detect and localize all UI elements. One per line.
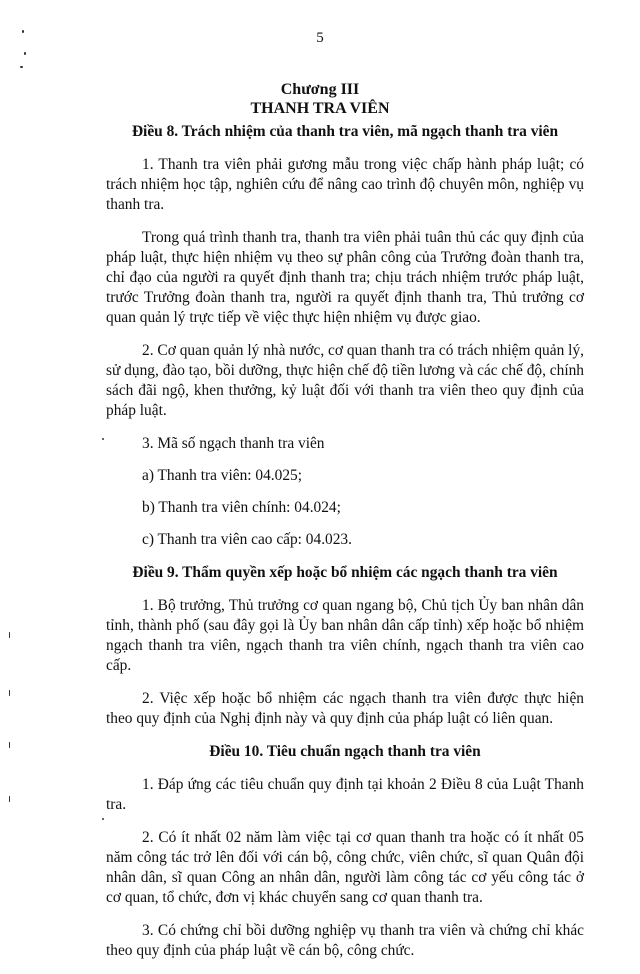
article-heading: Điều 9. Thẩm quyền xếp hoặc bổ nhiệm các ngạch thanh tra viên — [132, 564, 558, 581]
paragraph: 1. Thanh tra viên phải gương mẫu trong việc chấp hành pháp luật; có trách nhiệm học tập, nghiên cứu để nâng cao trình độ chuyên môn, nghiệp vụ thanh tra. — [106, 156, 584, 213]
chapter-header — [0, 80, 640, 118]
scan-speck — [9, 796, 10, 802]
list-item: b) Thanh tra viên chính: 04.024; — [142, 499, 341, 516]
paragraph: 2. Có ít nhất 02 năm làm việc tại cơ quan thanh tra hoặc có ít nhất 05 năm công tác trở lên đối với cán bộ, công chức, viên chức, sĩ quan Quân đội nhân dân, sĩ quan Công an nhân dân, người làm công tác cơ yếu công tác ở cơ quan, tổ chức, đơn vị khác chuyển sang cơ quan thanh tra. — [106, 829, 584, 906]
paragraph: 3. Có chứng chỉ bồi dưỡng nghiệp vụ thanh tra viên và chứng chỉ khác theo quy định của pháp luật về cán bộ, công chức. — [106, 922, 584, 959]
paragraph: 2. Cơ quan quản lý nhà nước, cơ quan thanh tra có trách nhiệm quản lý, sử dụng, đào tạo, bồi dưỡng, thực hiện chế độ tiền lương và các chế độ, chính sách đãi ngộ, khen thưởng, kỷ luật đối với thanh tra viên theo quy định của pháp luật. — [106, 342, 584, 419]
paragraph: 2. Việc xếp hoặc bổ nhiệm các ngạch thanh tra viên được thực hiện theo quy định của Nghị định này và quy định của pháp luật có liên quan. — [106, 690, 584, 727]
chapter-label: Chương III — [280, 81, 360, 98]
paragraph: Trong quá trình thanh tra, thanh tra viên phải tuân thủ các quy định của pháp luật, thực hiện nhiệm vụ theo sự phân công của Trưởng đoàn thanh tra, chỉ đạo của người ra quyết định thanh tra; chịu trách nhiệm trước pháp luật, trước Trưởng đoàn thanh tra, người ra quyết định thanh tra, Thủ trưởng cơ quan quản lý trực tiếp về việc thực hiện nhiệm vụ được giao. — [106, 229, 584, 326]
scan-speck — [20, 66, 23, 68]
scan-speck — [102, 438, 104, 440]
scan-speck — [102, 818, 104, 820]
scan-speck — [24, 52, 26, 55]
page-number: 5 — [316, 30, 324, 46]
scan-speck — [22, 30, 24, 33]
scan-speck — [9, 632, 10, 638]
paragraph: 3. Mã số ngạch thanh tra viên — [142, 435, 325, 452]
paragraph: 1. Đáp ứng các tiêu chuẩn quy định tại khoản 2 Điều 8 của Luật Thanh tra. — [106, 776, 584, 813]
document-body — [106, 122, 584, 974]
article-heading: Điều 8. Trách nhiệm của thanh tra viên, mã ngạch thanh tra viên — [131, 123, 559, 140]
article-heading: Điều 10. Tiêu chuẩn ngạch thanh tra viên — [209, 743, 481, 760]
paragraph: 1. Bộ trưởng, Thủ trưởng cơ quan ngang bộ, Chủ tịch Ủy ban nhân dân tỉnh, thành phố (sau đây gọi là Ủy ban nhân dân cấp tỉnh) xếp hoặc bổ nhiệm ngạch thanh tra viên, ngạch thanh tra viên chính, ngạch thanh tra viên cao cấp. — [106, 597, 584, 674]
list-item: c) Thanh tra viên cao cấp: 04.023. — [142, 531, 352, 548]
scan-speck — [9, 690, 10, 696]
chapter-title: THANH TRA VIÊN — [250, 100, 390, 117]
list-item: a) Thanh tra viên: 04.025; — [142, 467, 302, 484]
scan-speck — [9, 742, 10, 748]
